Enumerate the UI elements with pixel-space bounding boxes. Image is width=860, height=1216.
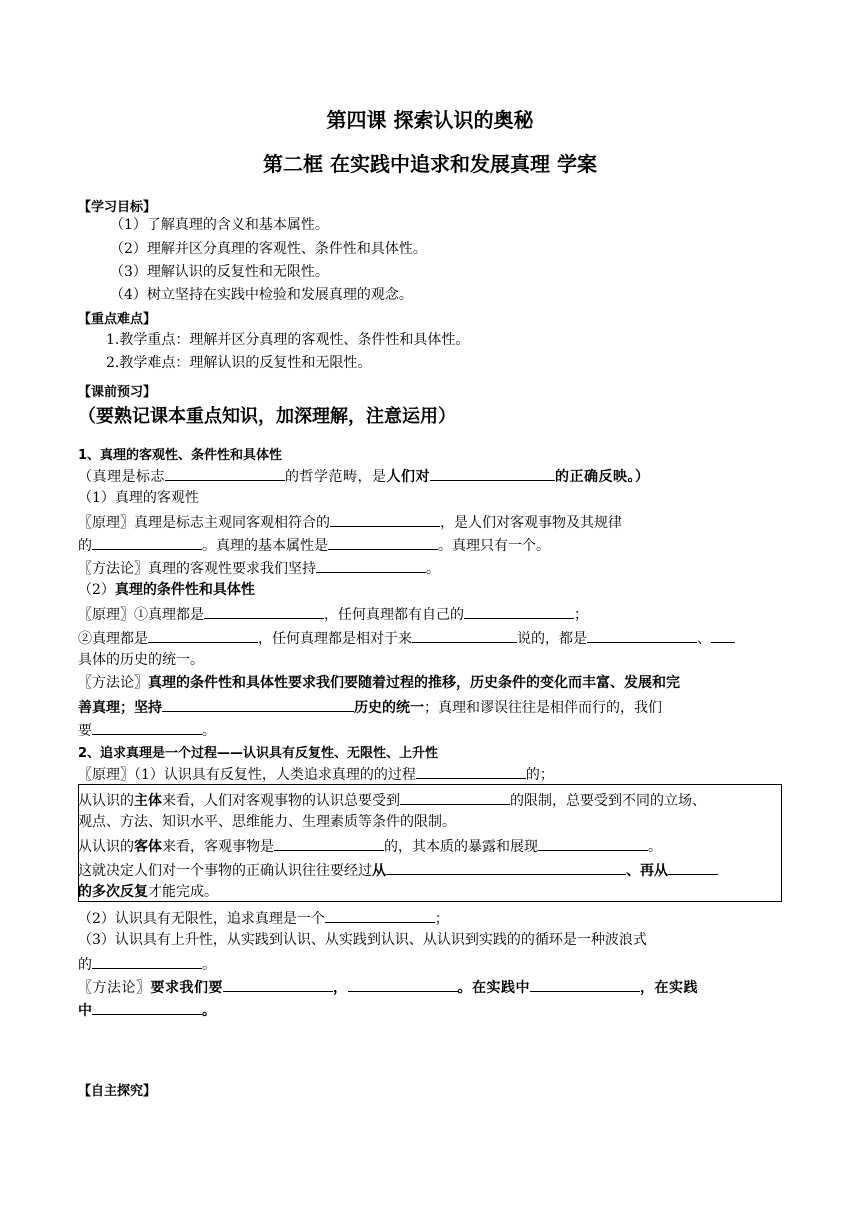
methodology-line: 要 。 [78, 720, 216, 740]
box-line: 观点、方法、知识水平、思维能力、生理素质等条件的限制。 [78, 814, 456, 830]
infinity-line: （2）认识具有无限性，追求真理是一个 ； [78, 908, 449, 928]
fill-blank[interactable] [348, 977, 458, 992]
methodology-line: 善真理；坚持 历史的统一；真理和谬误往往是相伴而行的，我们 [78, 697, 662, 717]
objective-item-4: （4）树立坚持在实践中检验和发展真理的观念。 [110, 287, 413, 303]
box-line: 的多次反复才能完成。 [78, 884, 218, 900]
section-1-heading: 1、真理的客观性、条件性和具体性 [78, 448, 283, 463]
preview-heading: 【课前预习】 [78, 385, 157, 400]
fill-blank[interactable] [464, 604, 574, 619]
fill-blank[interactable] [165, 466, 285, 481]
keypoint-item-1: 1.教学重点：理解并区分真理的客观性、条件性和具体性。 [106, 332, 470, 348]
fill-blank[interactable] [162, 697, 354, 712]
fill-blank[interactable] [412, 628, 517, 643]
section-2-heading: 2、追求真理是一个过程——认识具有反复性、无限性、上升性 [78, 746, 439, 761]
fill-blank[interactable] [204, 604, 324, 619]
principle-line: 〖原理〗①真理都是 ，任何真理都有自己的 ； [78, 604, 588, 624]
principle-line: ②真理都是 ，任何真理都是相对于来 说的，都是 、 [78, 628, 735, 648]
lesson-title: 第四课 探索认识的奥秘 [326, 108, 534, 132]
section-title: 第二框 在实践中追求和发展真理 学案 [263, 152, 597, 176]
box-line: 这就决定人们对一个事物的正确认识往往要经过从 、再从 [78, 860, 718, 880]
fill-blank[interactable] [92, 1000, 202, 1015]
fill-blank[interactable] [223, 977, 333, 992]
fill-blank[interactable] [430, 466, 555, 481]
fill-blank[interactable] [668, 860, 718, 875]
objectives-heading: 【学习目标】 [78, 200, 157, 215]
fill-blank[interactable] [92, 954, 202, 969]
methodology-line: 〖方法论〗真理的条件性和具体性要求我们要随着过程的推移，历史条件的变化而丰富、发展和完 [78, 675, 680, 691]
fill-blank[interactable] [538, 836, 648, 851]
box-line: 从认识的主体来看，人们对客观事物的认识总要受到 的限制，总要受到不同的立场、 [78, 790, 706, 810]
fill-blank[interactable] [530, 977, 640, 992]
principle-line: 具体的历史的统一。 [78, 652, 204, 668]
fill-blank[interactable] [416, 764, 526, 779]
principle-line: 〖原理〗真理是标志主观同客观相符合的 ，是人们对客观事物及其规律 [78, 512, 622, 532]
fill-blank[interactable] [148, 628, 258, 643]
ascending-line: （3）认识具有上升性，从实践到认识、从实践到认识、从认识到实践的的循环是一种波浪式 [78, 932, 647, 948]
box-line: 从认识的客体来看，客观事物是 的，其本质的暴露和展现 。 [78, 836, 662, 856]
fill-blank[interactable] [328, 535, 438, 550]
methodology-line: 〖方法论〗真理的客观性要求我们坚持 。 [78, 558, 440, 578]
keypoint-item-2: 2.教学难点：理解认识的反复性和无限性。 [106, 355, 372, 371]
objective-item-3: （3）理解认识的反复性和无限性。 [110, 264, 329, 280]
fill-blank[interactable] [325, 908, 435, 923]
principle-line: 〖原理〗（1）认识具有反复性，人类追求真理的的过程 的； [78, 764, 554, 784]
fill-blank[interactable] [92, 720, 202, 735]
methodology-line: 〖方法论〗要求我们要 ， 。在实践中 ，在实践 [78, 977, 698, 997]
objective-item-1: （1）了解真理的含义和基本属性。 [110, 217, 329, 233]
fill-blank[interactable] [587, 628, 697, 643]
ascending-line: 的 。 [78, 954, 216, 974]
fill-blank[interactable] [92, 535, 202, 550]
fill-blank[interactable] [711, 628, 735, 643]
truth-definition-line: （真理是标志 的哲学范畴，是人们对 的正确反映。） [78, 466, 650, 486]
fill-blank[interactable] [400, 790, 510, 805]
subheading-conditionality: （2）真理的条件性和具体性 [78, 582, 255, 598]
principle-line: 的 。真理的基本属性是 。真理只有一个。 [78, 535, 550, 555]
fill-blank[interactable] [330, 512, 440, 527]
methodology-line: 中 。 [78, 1000, 216, 1020]
preview-note: （要熟记课本重点知识，加深理解，注意运用） [78, 406, 456, 427]
fill-blank[interactable] [274, 836, 384, 851]
subheading-objectivity: （1）真理的客观性 [78, 490, 199, 506]
fill-blank[interactable] [316, 558, 426, 573]
objective-item-2: （2）理解并区分真理的客观性、条件性和具体性。 [110, 241, 427, 257]
explore-heading: 【自主探究】 [78, 1084, 157, 1099]
keypoints-heading: 【重点难点】 [78, 312, 157, 327]
fill-blank[interactable] [386, 860, 626, 875]
